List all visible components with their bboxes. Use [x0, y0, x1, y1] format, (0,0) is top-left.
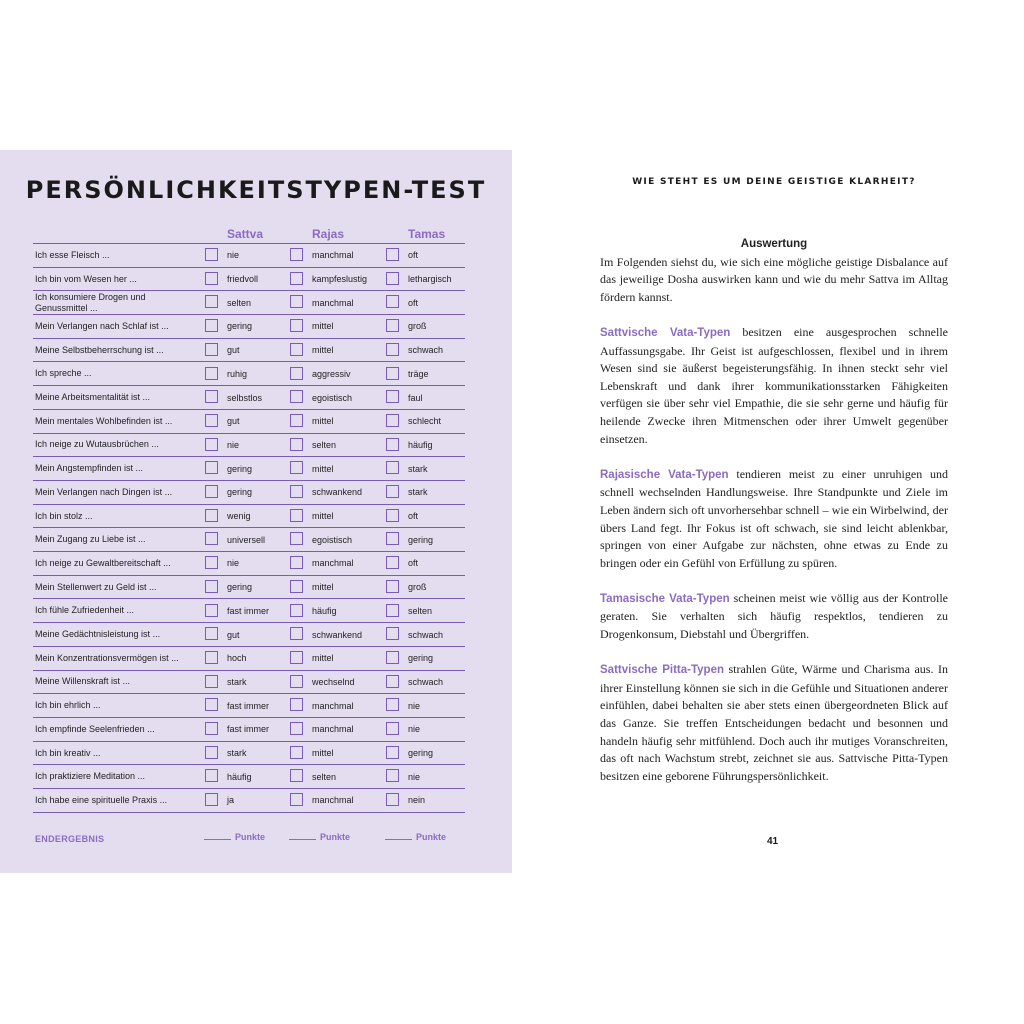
- sattva-checkbox[interactable]: [205, 604, 218, 617]
- rajas-checkbox[interactable]: [290, 793, 303, 806]
- question-row: [33, 505, 465, 529]
- tamas-option: gering: [408, 653, 434, 664]
- rajas-checkbox[interactable]: [290, 604, 303, 617]
- sattva-checkbox[interactable]: [205, 675, 218, 688]
- question-text: Ich bin vom Wesen her ...: [35, 273, 137, 284]
- tamas-points-field[interactable]: [385, 832, 446, 842]
- section-rajasic-vata: [600, 466, 948, 573]
- question-text: Meine Arbeitsmentalität ist ...: [35, 392, 151, 403]
- question-row: [33, 481, 465, 505]
- evaluation-text: [600, 236, 948, 803]
- rajas-option: mittel: [312, 416, 334, 427]
- rajas-checkbox[interactable]: [290, 272, 303, 285]
- question-text: Ich neige zu Wutausbrüchen ...: [35, 439, 159, 450]
- column-header-sattva: Sattva: [227, 227, 264, 241]
- tamas-checkbox[interactable]: [386, 343, 399, 356]
- rajas-option: egoistisch: [312, 534, 353, 545]
- sattva-option: wenig: [227, 511, 251, 522]
- column-header-tamas: Tamas: [408, 227, 446, 241]
- sattva-option: gering: [227, 321, 253, 332]
- section-term: Rajasische Vata-Typen: [600, 468, 729, 481]
- section-sattvic-vata: [600, 324, 948, 448]
- tamas-option: gering: [408, 534, 434, 545]
- rajas-option: häufig: [312, 605, 337, 616]
- sattva-checkbox[interactable]: [205, 438, 218, 451]
- sattva-points-field[interactable]: [204, 832, 265, 842]
- rajas-option: kampfeslustig: [312, 274, 368, 285]
- tamas-checkbox[interactable]: [386, 627, 399, 640]
- section-sattvic-pitta: [600, 661, 948, 785]
- result-label: ENDERGEBNIS: [35, 834, 105, 844]
- question-row: [33, 647, 465, 671]
- sattva-option: hoch: [227, 653, 247, 664]
- sattva-checkbox[interactable]: [205, 793, 218, 806]
- sattva-checkbox[interactable]: [205, 698, 218, 711]
- tamas-option: nie: [408, 771, 421, 782]
- rajas-option: mittel: [312, 463, 334, 474]
- question-text: Ich bin ehrlich ...: [35, 700, 101, 711]
- tamas-checkbox[interactable]: [386, 414, 399, 427]
- intro-paragraph: Im Folgenden siehst du, wie sich eine mögliche geistige Disbalance auf das jeweilige Dosha auswirken kann und wie du mehr Sattva im Alltag fördern kannst.: [600, 254, 948, 304]
- section-text: tendieren meist zu einer unruhigen und schnell wechselnden Handlungsweise. Ihre Standpunkte und Ziele im Leben ändern sich oft unvorhersehbar schnell – wie ein Wirbelwind, der übers Land fegt. Ihr Fokus ist oft schwach, sie sind leicht ablenkbar, springen von einer Aufgabe zur nächsten, ohne etwas zu Ende zu bringen oder ein Gefühl von Erfüllung zu spüren.: [600, 466, 948, 570]
- question-text: Ich esse Fleisch ...: [35, 249, 110, 260]
- question-row: [33, 244, 465, 268]
- sattva-checkbox[interactable]: [205, 319, 218, 332]
- question-row: [33, 410, 465, 434]
- rajas-option: aggressiv: [312, 368, 351, 379]
- tamas-checkbox[interactable]: [386, 367, 399, 380]
- tamas-option: schwach: [408, 629, 444, 640]
- tamas-checkbox[interactable]: [386, 390, 399, 403]
- tamas-option: gering: [408, 748, 434, 759]
- question-row: [33, 694, 465, 718]
- section-term: Tamasische Vata-Typen: [600, 592, 730, 605]
- question-row: [33, 576, 465, 600]
- sattva-checkbox[interactable]: [205, 509, 218, 522]
- sattva-checkbox[interactable]: [205, 343, 218, 356]
- question-row: [33, 339, 465, 363]
- rajas-option: schwankend: [312, 629, 363, 640]
- rajas-checkbox[interactable]: [290, 438, 303, 451]
- tamas-option: stark: [408, 463, 428, 474]
- sattva-checkbox[interactable]: [205, 272, 218, 285]
- tamas-checkbox[interactable]: [386, 793, 399, 806]
- tamas-checkbox[interactable]: [386, 698, 399, 711]
- tamas-option: faul: [408, 392, 423, 403]
- question-text: Mein mentales Wohlbefinden ist ...: [35, 415, 173, 426]
- tamas-option: nie: [408, 724, 421, 735]
- rajas-option: wechselnd: [312, 676, 355, 687]
- rajas-checkbox[interactable]: [290, 698, 303, 711]
- question-row: [33, 600, 465, 624]
- question-text: Ich neige zu Gewaltbereitschaft ...: [35, 557, 171, 568]
- section-tamasic-vata: [600, 590, 948, 644]
- rajas-points-field[interactable]: [289, 832, 350, 842]
- question-row: [33, 718, 465, 742]
- points-blank-line: [204, 839, 231, 840]
- tamas-option: schwach: [408, 676, 444, 687]
- tamas-checkbox[interactable]: [386, 769, 399, 782]
- sattva-checkbox[interactable]: [205, 746, 218, 759]
- question-text: Mein Konzentrationsvermögen ist ...: [35, 652, 179, 663]
- tamas-checkbox[interactable]: [386, 532, 399, 545]
- tamas-checkbox[interactable]: [386, 248, 399, 261]
- sattva-checkbox[interactable]: [205, 461, 218, 474]
- rajas-checkbox[interactable]: [290, 343, 303, 356]
- rajas-option: manchmal: [312, 795, 354, 806]
- sattva-option: nie: [227, 250, 240, 261]
- rajas-option: selten: [312, 771, 337, 782]
- section-term: Sattvische Pitta-Typen: [600, 664, 724, 677]
- tamas-checkbox[interactable]: [386, 485, 399, 498]
- sattva-option: fast immer: [227, 700, 270, 711]
- rajas-checkbox[interactable]: [290, 319, 303, 332]
- question-row: [33, 671, 465, 695]
- rajas-option: manchmal: [312, 250, 354, 261]
- rajas-option: mittel: [312, 748, 334, 759]
- sattva-checkbox[interactable]: [205, 556, 218, 569]
- tamas-checkbox[interactable]: [386, 272, 399, 285]
- question-text: Ich bin kreativ ...: [35, 747, 101, 758]
- tamas-checkbox[interactable]: [386, 580, 399, 593]
- section-text: scheinen meist wie völlig aus der Kontrolle geraten. Sie verhalten sich häufig respektlos, tendieren zu Drogenkonsum, Diebstahl und Übergriffen.: [600, 590, 948, 642]
- question-text: Ich bin stolz ...: [35, 510, 93, 521]
- page-number: 41: [767, 836, 779, 847]
- tamas-checkbox[interactable]: [386, 746, 399, 759]
- tamas-option: selten: [408, 605, 433, 616]
- tamas-option: häufig: [408, 439, 433, 450]
- sattva-checkbox[interactable]: [205, 651, 218, 664]
- tamas-option: groß: [408, 582, 427, 593]
- sattva-checkbox[interactable]: [205, 485, 218, 498]
- question-row: [33, 457, 465, 481]
- tamas-option: lethargisch: [408, 274, 452, 285]
- tamas-option: nie: [408, 700, 421, 711]
- sattva-checkbox[interactable]: [205, 769, 218, 782]
- tamas-checkbox[interactable]: [386, 722, 399, 735]
- test-title: PERSÖNLICHKEITSTYPEN-TEST: [25, 176, 487, 204]
- rajas-option: manchmal: [312, 724, 354, 735]
- column-header-rajas: Rajas: [312, 227, 345, 241]
- rajas-option: manchmal: [312, 297, 354, 308]
- sattva-option: nie: [227, 558, 240, 569]
- tamas-checkbox[interactable]: [386, 461, 399, 474]
- sattva-option: gut: [227, 345, 240, 356]
- sattva-option: stark: [227, 748, 247, 759]
- question-row: [33, 434, 465, 458]
- question-text: Ich konsumiere Drogen und Genussmittel ...: [35, 291, 146, 313]
- rajas-checkbox[interactable]: [290, 722, 303, 735]
- tamas-checkbox[interactable]: [386, 438, 399, 451]
- sattva-option: fast immer: [227, 605, 270, 616]
- question-text: Mein Verlangen nach Dingen ist ...: [35, 486, 173, 497]
- sattva-checkbox[interactable]: [205, 295, 218, 308]
- tamas-option: schwach: [408, 345, 444, 356]
- section-term: Sattvische Vata-Typen: [600, 326, 731, 339]
- sattva-option: gering: [227, 582, 253, 593]
- sattva-option: nie: [227, 439, 240, 450]
- sattva-option: universell: [227, 534, 266, 545]
- sattva-option: gering: [227, 463, 253, 474]
- tamas-checkbox[interactable]: [386, 295, 399, 308]
- rajas-checkbox[interactable]: [290, 580, 303, 593]
- sattva-option: selten: [227, 297, 252, 308]
- rajas-option: mittel: [312, 321, 334, 332]
- rajas-checkbox[interactable]: [290, 769, 303, 782]
- question-text: Ich empfinde Seelenfrieden ...: [35, 723, 155, 734]
- tamas-checkbox[interactable]: [386, 604, 399, 617]
- section-text: besitzen eine ausgesprochen schnelle Auffassungsgabe. Ihr Geist ist aufgeschlossen, flexibel und in ihrem Wesen sind sie äußerst begeisterungsfähig. In ihnen steckt sehr viel Lebenskraft und dank ihrer kommunikationsstarken Fähigkeiten verfügen sie über sehr viel Empathie, die sie sehr gerne und häufig für heilende Zwecke ihren Mitmenschen oder ihrer Umwelt gegenüber einsetzen.: [600, 324, 948, 446]
- sattva-option: gut: [227, 416, 240, 427]
- rajas-option: manchmal: [312, 700, 354, 711]
- sattva-checkbox[interactable]: [205, 580, 218, 593]
- tamas-option: nein: [408, 795, 426, 806]
- sattva-option: selbstlos: [227, 392, 263, 403]
- tamas-option: oft: [408, 250, 419, 261]
- tamas-checkbox[interactable]: [386, 651, 399, 664]
- rajas-checkbox[interactable]: [290, 414, 303, 427]
- rajas-option: mittel: [312, 511, 334, 522]
- question-row: [33, 552, 465, 576]
- question-text: Ich habe eine spirituelle Praxis ...: [35, 794, 168, 805]
- rajas-checkbox[interactable]: [290, 675, 303, 688]
- question-text: Ich praktiziere Meditation ...: [35, 771, 146, 782]
- tamas-checkbox[interactable]: [386, 319, 399, 332]
- rajas-option: schwankend: [312, 487, 363, 498]
- rajas-checkbox[interactable]: [290, 556, 303, 569]
- sattva-option: stark: [227, 676, 247, 687]
- rajas-checkbox[interactable]: [290, 509, 303, 522]
- sattva-checkbox[interactable]: [205, 532, 218, 545]
- rajas-checkbox[interactable]: [290, 651, 303, 664]
- rajas-checkbox[interactable]: [290, 532, 303, 545]
- question-text: Meine Selbstbeherrschung ist ...: [35, 344, 164, 355]
- sattva-checkbox[interactable]: [205, 414, 218, 427]
- question-text: Mein Zugang zu Liebe ist ...: [35, 534, 146, 545]
- question-text: Mein Stellenwert zu Geld ist ...: [35, 581, 157, 592]
- section-text: strahlen Güte, Wärme und Charisma aus. In ihrer Einstellung können sie sich in die Gefühle und Situationen anderer einfühlen, dabei behalten sie aber stets einen übergeordneten Blick auf das Ganze. Sie treffen Entscheidungen bedacht und besonnen und handeln häufig sehr mitfühlend. Doch auch ihr mutiges Voranschreiten, das oft nach Wachstum strebt, zeichnet sie aus. Sattvische Pitta-Typen besitzen eine geborene Führungspersönlichkeit.: [600, 662, 948, 783]
- rajas-option: egoistisch: [312, 392, 353, 403]
- question-text: Mein Angstempfinden ist ...: [35, 463, 144, 474]
- rajas-option: mittel: [312, 582, 334, 593]
- rajas-checkbox[interactable]: [290, 390, 303, 403]
- rajas-option: mittel: [312, 653, 334, 664]
- page-header: WIE STEHT ES UM DEINE GEISTIGE KLARHEIT?: [632, 177, 916, 187]
- sattva-checkbox[interactable]: [205, 722, 218, 735]
- tamas-checkbox[interactable]: [386, 509, 399, 522]
- question-text: Ich spreche ...: [35, 368, 92, 379]
- question-row: [33, 291, 465, 315]
- evaluation-subtitle: Auswertung: [740, 238, 808, 250]
- sattva-option: ruhig: [227, 368, 248, 379]
- question-row: [33, 363, 465, 387]
- rajas-checkbox[interactable]: [290, 295, 303, 308]
- question-row: [33, 742, 465, 766]
- sattva-option: friedvoll: [227, 274, 259, 285]
- points-label: Punkte: [235, 832, 266, 842]
- points-label: Punkte: [416, 832, 447, 842]
- tamas-option: träge: [408, 368, 429, 379]
- question-row: [33, 268, 465, 292]
- question-text: Mein Verlangen nach Schlaf ist ...: [35, 320, 169, 331]
- sattva-checkbox[interactable]: [205, 627, 218, 640]
- sattva-option: gut: [227, 629, 240, 640]
- sattva-option: ja: [227, 795, 235, 806]
- rajas-checkbox[interactable]: [290, 485, 303, 498]
- rajas-checkbox[interactable]: [290, 627, 303, 640]
- tamas-option: oft: [408, 297, 419, 308]
- points-blank-line: [289, 839, 316, 840]
- sattva-checkbox[interactable]: [205, 390, 218, 403]
- tamas-checkbox[interactable]: [386, 675, 399, 688]
- question-text: Meine Gedächtnisleistung ist ...: [35, 629, 161, 640]
- rajas-checkbox[interactable]: [290, 746, 303, 759]
- rajas-option: mittel: [312, 345, 334, 356]
- tamas-option: schlecht: [408, 416, 442, 427]
- sattva-checkbox[interactable]: [205, 367, 218, 380]
- question-text: Meine Willenskraft ist ...: [35, 676, 131, 687]
- rajas-checkbox[interactable]: [290, 461, 303, 474]
- question-text: Ich fühle Zufriedenheit ...: [35, 605, 135, 616]
- tamas-option: oft: [408, 558, 419, 569]
- rajas-option: selten: [312, 439, 337, 450]
- sattva-option: gering: [227, 487, 253, 498]
- rajas-checkbox[interactable]: [290, 248, 303, 261]
- tamas-option: stark: [408, 487, 428, 498]
- question-row: [33, 623, 465, 647]
- sattva-checkbox[interactable]: [205, 248, 218, 261]
- question-row: [33, 528, 465, 552]
- rajas-checkbox[interactable]: [290, 367, 303, 380]
- tamas-option: oft: [408, 511, 419, 522]
- question-row: [33, 386, 465, 410]
- sattva-option: fast immer: [227, 724, 270, 735]
- sattva-option: häufig: [227, 771, 252, 782]
- question-row: [33, 765, 465, 789]
- points-label: Punkte: [320, 832, 351, 842]
- rajas-option: manchmal: [312, 558, 354, 569]
- tamas-checkbox[interactable]: [386, 556, 399, 569]
- points-blank-line: [385, 839, 412, 840]
- question-row: [33, 315, 465, 339]
- tamas-option: groß: [408, 321, 427, 332]
- question-row: [33, 789, 465, 813]
